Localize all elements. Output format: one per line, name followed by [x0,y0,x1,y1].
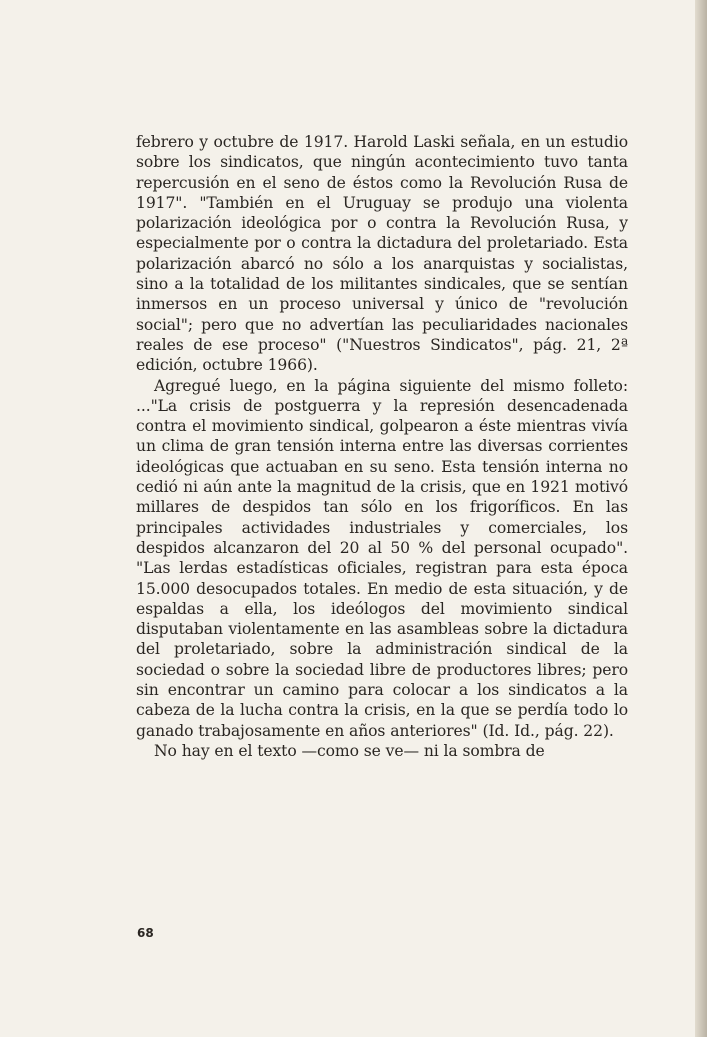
paragraph-2: Agregué luego, en la página siguiente del mismo folleto: ..."La crisis de postguerra y la represión desencadenada contra el movimiento sindical, golpearon a éste mientras vivía un clima de gran tensión interna entre las diversas corrientes ideológicas que actuaban en su seno. Esta tensión interna no cedió ni aún ante la magnitud de la crisis, que en 1921 motivó millares de despidos tan sólo en los frigoríficos. En las principales actividades industriales y comerciales, los despidos alcanzaron del 20 al 50 % del personal ocupado". "Las lerdas estadísticas oficiales, registran para esta época 15.000 desocupados totales. En medio de esta situación, y de espaldas a ella, los ideólogos del movimiento sindical disputaban violentamente en las asambleas sobre la dictadura del proletariado, sobre la administración sindical de la sociedad o sobre la sociedad libre de productores libres; pero sin encontrar un camino para colocar a los sindicatos a la cabeza de la lucha contra la crisis, en la que se perdía todo lo ganado trabajosamente en años anteriores" (Id. Id., pág. 22). [136,376,628,740]
paragraph-1: febrero y octubre de 1917. Harold Laski señala, en un estudio sobre los sindicatos, que ningún acontecimiento tuvo tanta repercusión en el seno de éstos como la Revolución Rusa de 1917". "También en el Uruguay se produjo una violenta polarización ideológica por o contra la Revolución Rusa, y especialmente por o contra la dictadura del proletariado. Esta polarización abarcó no sólo a los anarquistas y socialistas, sino a la totalidad de los militantes sindicales, que se sentían inmersos en un proceso universal y único de "revolución social"; pero que no advertían las peculiaridades nacionales reales de ese proceso" ("Nuestros Sindicatos", pág. 21, 2ª edición, octubre 1966). [136,133,628,375]
page-edge [695,0,707,1037]
page-number: 68 [137,926,154,940]
paragraph-3: No hay en el texto —como se ve— ni la sombra de [154,741,545,760]
body-text [136,132,628,761]
